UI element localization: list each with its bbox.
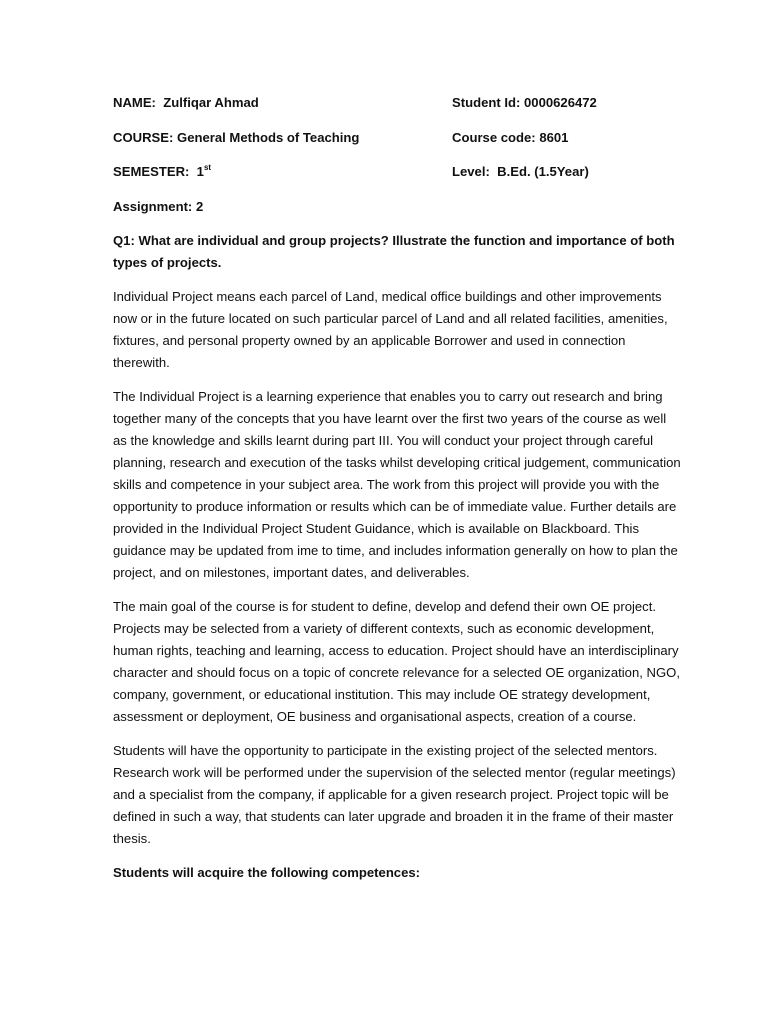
question-heading: Q1: What are individual and group projects? Illustrate the function and importance of both types of projects. — [113, 233, 675, 270]
semester-label: SEMESTER: — [113, 164, 190, 179]
course-code-label: Course code: — [452, 129, 536, 145]
header-row-name — [113, 92, 681, 114]
paragraph: The Individual Project is a learning experience that enables you to carry out research and bring together many of the concepts that you have learnt over the first two years of the course as well as the knowledge and skills learnt during part III. You will conduct your project through careful planning, research and execution of the tasks whilst developing critical judgement, communication skills and competence in your subject area. The work from this project will provide you with the opportunity to produce information or results which can be of immediate value. Further details are provided in the Individual Project Student Guidance, which is available on Blackboard. This guidance may be updated from ime to time, and includes information generally on how to plan the project, and on milestones, important dates, and deliverables. — [113, 389, 681, 580]
course-code-value: 8601 — [539, 129, 569, 145]
student-id-label: Student Id: — [452, 95, 521, 110]
semester-suffix: st — [203, 163, 212, 172]
header-row-course — [113, 127, 681, 149]
name-field — [113, 92, 452, 114]
course-code-field — [452, 127, 681, 149]
level-label: Level: — [452, 164, 490, 179]
header-row-semester — [113, 161, 681, 183]
name-value: Zulfiqar Ahmad — [163, 95, 259, 110]
competences-heading: Students will acquire the following competences: — [113, 865, 421, 880]
student-id-value: 0000626472 — [524, 95, 597, 110]
semester-field — [113, 161, 452, 183]
semester-value: 1 — [196, 164, 204, 179]
level-value: B.Ed. (1.5Year) — [497, 164, 589, 179]
assignment-line — [113, 196, 681, 218]
course-field — [113, 127, 452, 149]
course-value: General Methods of Teaching — [177, 129, 360, 145]
document-content — [113, 92, 681, 884]
paragraph: Students will have the opportunity to participate in the existing project of the selected mentors. Research work will be performed under the supervision of the selected mentor (regular meetings) and a specialist from the company, if applicable for a given research project. Project topic will be defined in such a way, that students can later upgrade and broaden it in the frame of their master thesis. — [113, 743, 676, 846]
paragraph: Individual Project means each parcel of Land, medical office buildings and other improvements now or in the future located on such particular parcel of Land and all related facilities, amenities, fixtures, and personal property owned by an applicable Borrower and used in connection therewith. — [113, 289, 668, 370]
student-id-field — [452, 92, 681, 114]
assignment-label: Assignment: — [113, 198, 193, 214]
course-label: COURSE: — [113, 129, 174, 145]
paragraph: The main goal of the course is for student to define, develop and defend their own OE project. Projects may be selected from a variety of different contexts, such as economic development, human rights, teaching and learning, access to education. Project should have an interdisciplinary character and should focus on a topic of concrete relevance for a selected OE organization, NGO, company, government, or educational institution. This may include OE strategy development, assessment or deployment, OE business and organisational aspects, creation of a course. — [113, 599, 680, 724]
level-field — [452, 161, 681, 183]
assignment-value: 2 — [195, 198, 204, 214]
name-label: NAME: — [113, 95, 156, 110]
